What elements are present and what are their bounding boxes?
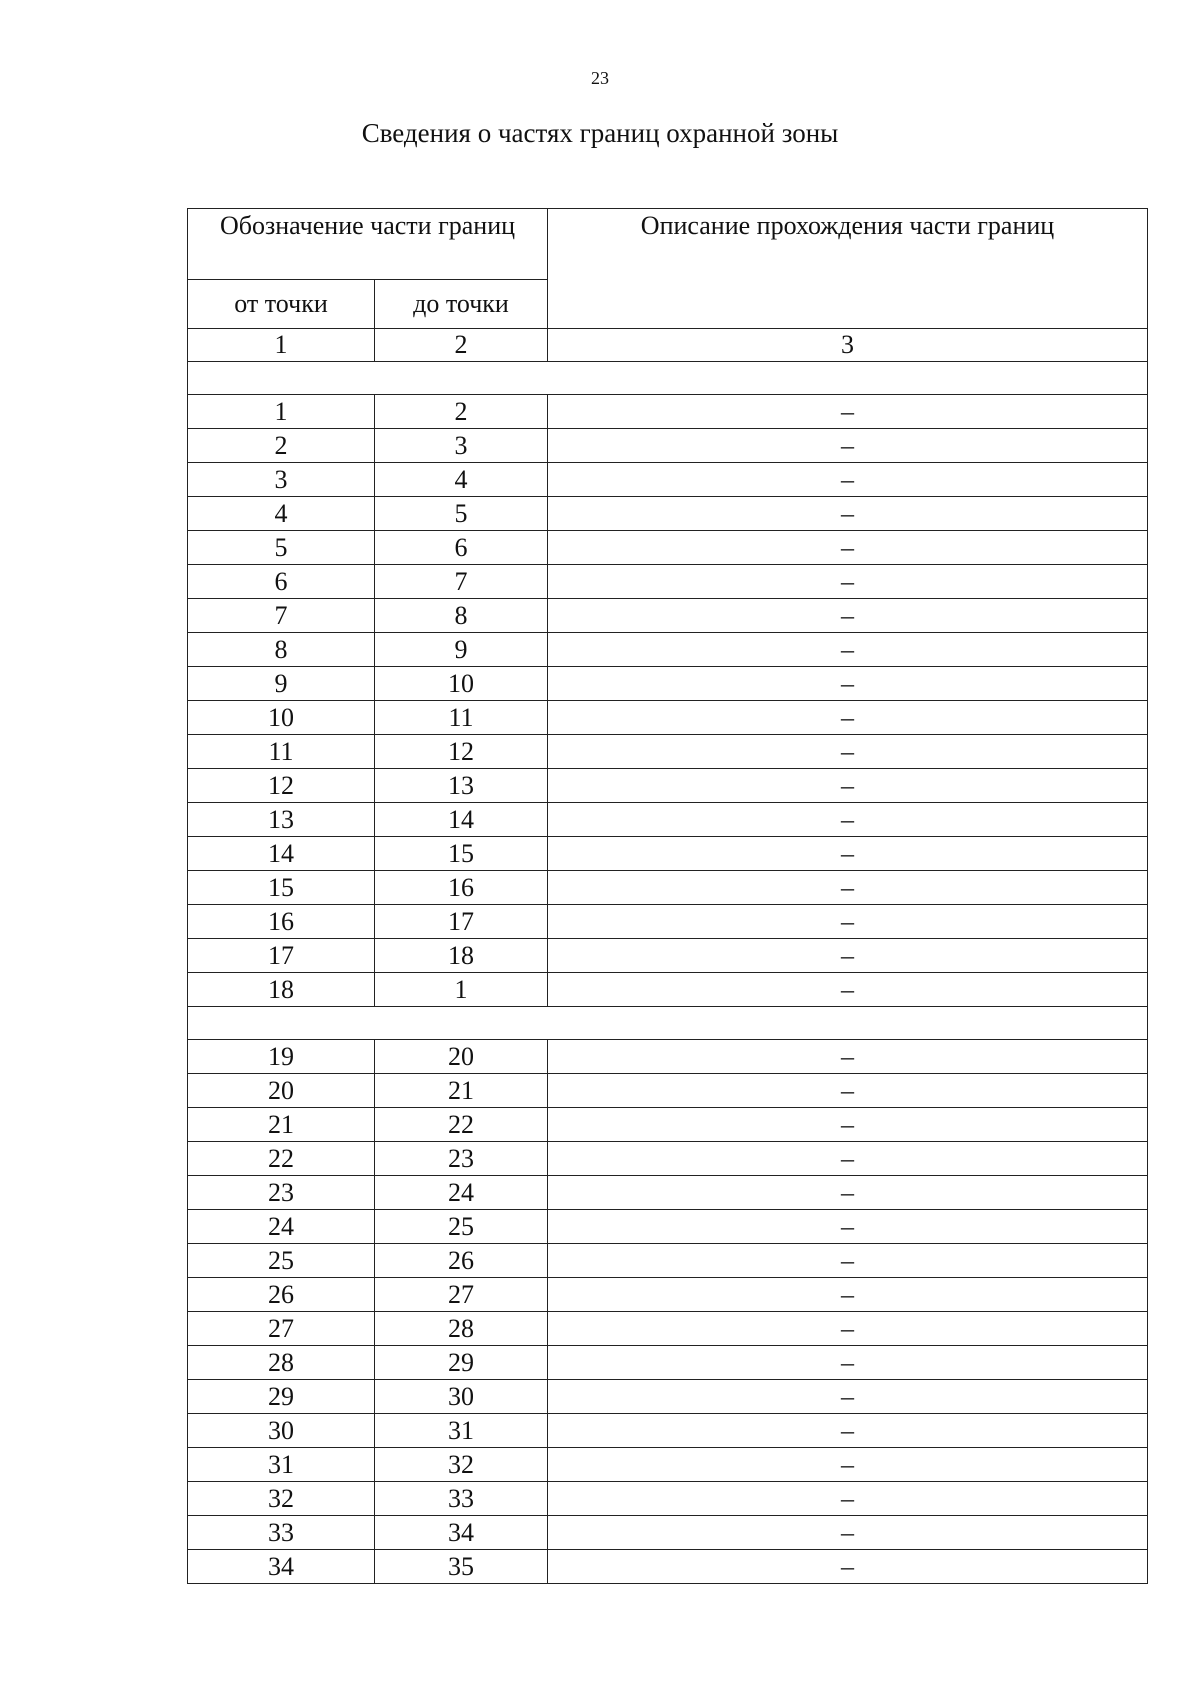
to-point-cell: 4	[375, 463, 548, 497]
section-title	[188, 362, 1148, 395]
description-cell: –	[548, 1244, 1148, 1278]
description-cell: –	[548, 1074, 1148, 1108]
to-point-cell: 13	[375, 769, 548, 803]
table-row	[188, 1244, 1148, 1278]
from-point-cell: 5	[188, 531, 375, 565]
section-divider-row	[188, 362, 1148, 395]
table-row	[188, 599, 1148, 633]
description-cell: –	[548, 1210, 1148, 1244]
from-point-cell: 32	[188, 1482, 375, 1516]
to-point-cell: 11	[375, 701, 548, 735]
description-cell: –	[548, 395, 1148, 429]
to-point-cell: 32	[375, 1448, 548, 1482]
description-cell: –	[548, 1108, 1148, 1142]
to-point-cell: 18	[375, 939, 548, 973]
to-point-cell: 3	[375, 429, 548, 463]
column-number: 2	[375, 329, 548, 362]
to-point-cell: 30	[375, 1380, 548, 1414]
table-row	[188, 1278, 1148, 1312]
table-row	[188, 871, 1148, 905]
header-row	[188, 209, 1148, 280]
from-point-cell: 11	[188, 735, 375, 769]
table-row	[188, 803, 1148, 837]
description-cell: –	[548, 1346, 1148, 1380]
to-point-cell: 9	[375, 633, 548, 667]
to-point-cell: 15	[375, 837, 548, 871]
description-cell: –	[548, 1482, 1148, 1516]
header-from-point: от точки	[188, 280, 375, 329]
description-cell: –	[548, 1550, 1148, 1584]
table-row	[188, 463, 1148, 497]
table-row	[188, 701, 1148, 735]
to-point-cell: 24	[375, 1176, 548, 1210]
description-cell: –	[548, 701, 1148, 735]
to-point-cell: 25	[375, 1210, 548, 1244]
table-row	[188, 1346, 1148, 1380]
from-point-cell: 31	[188, 1448, 375, 1482]
from-point-cell: 28	[188, 1346, 375, 1380]
boundary-parts-table	[187, 208, 1148, 1584]
description-cell: –	[548, 565, 1148, 599]
table-row	[188, 667, 1148, 701]
to-point-cell: 6	[375, 531, 548, 565]
description-cell: –	[548, 837, 1148, 871]
table-row	[188, 1312, 1148, 1346]
table-row	[188, 395, 1148, 429]
table-row	[188, 973, 1148, 1007]
from-point-cell: 9	[188, 667, 375, 701]
table-row	[188, 1108, 1148, 1142]
from-point-cell: 25	[188, 1244, 375, 1278]
table-row	[188, 1448, 1148, 1482]
to-point-cell: 21	[375, 1074, 548, 1108]
description-cell: –	[548, 531, 1148, 565]
from-point-cell: 16	[188, 905, 375, 939]
description-cell: –	[548, 497, 1148, 531]
from-point-cell: 10	[188, 701, 375, 735]
from-point-cell: 33	[188, 1516, 375, 1550]
table-row	[188, 769, 1148, 803]
description-cell: –	[548, 1040, 1148, 1074]
section-divider-row	[188, 1007, 1148, 1040]
from-point-cell: 22	[188, 1142, 375, 1176]
from-point-cell: 4	[188, 497, 375, 531]
to-point-cell: 5	[375, 497, 548, 531]
to-point-cell: 31	[375, 1414, 548, 1448]
description-cell: –	[548, 871, 1148, 905]
to-point-cell: 28	[375, 1312, 548, 1346]
description-cell: –	[548, 1448, 1148, 1482]
from-point-cell: 24	[188, 1210, 375, 1244]
description-cell: –	[548, 905, 1148, 939]
description-cell: –	[548, 1142, 1148, 1176]
description-cell: –	[548, 1516, 1148, 1550]
from-point-cell: 18	[188, 973, 375, 1007]
description-cell: –	[548, 667, 1148, 701]
column-number-row	[188, 329, 1148, 362]
table-row	[188, 1550, 1148, 1584]
table-row	[188, 1176, 1148, 1210]
from-point-cell: 12	[188, 769, 375, 803]
description-cell: –	[548, 803, 1148, 837]
header-description-label: Описание прохождения части границ	[640, 211, 1055, 240]
description-cell: –	[548, 599, 1148, 633]
page-title: Сведения о частях границ охранной зоны	[361, 118, 839, 148]
header-to-point: до точки	[375, 280, 548, 329]
to-point-cell: 35	[375, 1550, 548, 1584]
to-point-cell: 16	[375, 871, 548, 905]
table-row	[188, 905, 1148, 939]
column-number: 3	[548, 329, 1148, 362]
from-point-cell: 3	[188, 463, 375, 497]
from-point-cell: 6	[188, 565, 375, 599]
header-designation-label: Обозначение части границ	[219, 211, 516, 240]
page-number: 23	[591, 68, 609, 88]
table-row	[188, 497, 1148, 531]
to-point-cell: 20	[375, 1040, 548, 1074]
from-point-cell: 34	[188, 1550, 375, 1584]
table-row	[188, 939, 1148, 973]
from-point-cell: 30	[188, 1414, 375, 1448]
from-point-cell: 19	[188, 1040, 375, 1074]
table-row	[188, 531, 1148, 565]
table-body	[188, 209, 1148, 1584]
table-row	[188, 1380, 1148, 1414]
section-title	[188, 1007, 1148, 1040]
table-row	[188, 1210, 1148, 1244]
from-point-cell: 15	[188, 871, 375, 905]
to-point-cell: 29	[375, 1346, 548, 1380]
from-point-cell: 26	[188, 1278, 375, 1312]
description-cell: –	[548, 1380, 1148, 1414]
description-cell: –	[548, 769, 1148, 803]
to-point-cell: 7	[375, 565, 548, 599]
description-cell: –	[548, 735, 1148, 769]
description-cell: –	[548, 1312, 1148, 1346]
table-row	[188, 1074, 1148, 1108]
description-cell: –	[548, 1414, 1148, 1448]
from-point-cell: 2	[188, 429, 375, 463]
to-point-cell: 8	[375, 599, 548, 633]
table-row	[188, 565, 1148, 599]
from-point-cell: 23	[188, 1176, 375, 1210]
description-cell: –	[548, 633, 1148, 667]
from-point-cell: 14	[188, 837, 375, 871]
description-cell: –	[548, 939, 1148, 973]
to-point-cell: 34	[375, 1516, 548, 1550]
description-cell: –	[548, 1176, 1148, 1210]
table-row	[188, 1142, 1148, 1176]
from-point-cell: 29	[188, 1380, 375, 1414]
to-point-cell: 1	[375, 973, 548, 1007]
from-point-cell: 7	[188, 599, 375, 633]
to-point-cell: 2	[375, 395, 548, 429]
table-row	[188, 429, 1148, 463]
description-cell: –	[548, 463, 1148, 497]
from-point-cell: 27	[188, 1312, 375, 1346]
to-point-cell: 14	[375, 803, 548, 837]
from-point-cell: 8	[188, 633, 375, 667]
table-row	[188, 837, 1148, 871]
to-point-cell: 10	[375, 667, 548, 701]
to-point-cell: 27	[375, 1278, 548, 1312]
description-cell: –	[548, 429, 1148, 463]
table-row	[188, 1482, 1148, 1516]
to-point-cell: 23	[375, 1142, 548, 1176]
table-row	[188, 735, 1148, 769]
to-point-cell: 33	[375, 1482, 548, 1516]
from-point-cell: 20	[188, 1074, 375, 1108]
from-point-cell: 17	[188, 939, 375, 973]
header-description-cell	[548, 209, 1148, 329]
header-designation-cell	[188, 209, 548, 280]
to-point-cell: 26	[375, 1244, 548, 1278]
from-point-cell: 1	[188, 395, 375, 429]
boundary-parts-table-container	[187, 208, 1147, 1584]
to-point-cell: 17	[375, 905, 548, 939]
to-point-cell: 22	[375, 1108, 548, 1142]
description-cell: –	[548, 973, 1148, 1007]
table-row	[188, 1414, 1148, 1448]
table-row	[188, 1516, 1148, 1550]
description-cell: –	[548, 1278, 1148, 1312]
from-point-cell: 13	[188, 803, 375, 837]
from-point-cell: 21	[188, 1108, 375, 1142]
table-row	[188, 633, 1148, 667]
column-number: 1	[188, 329, 375, 362]
table-row	[188, 1040, 1148, 1074]
to-point-cell: 12	[375, 735, 548, 769]
